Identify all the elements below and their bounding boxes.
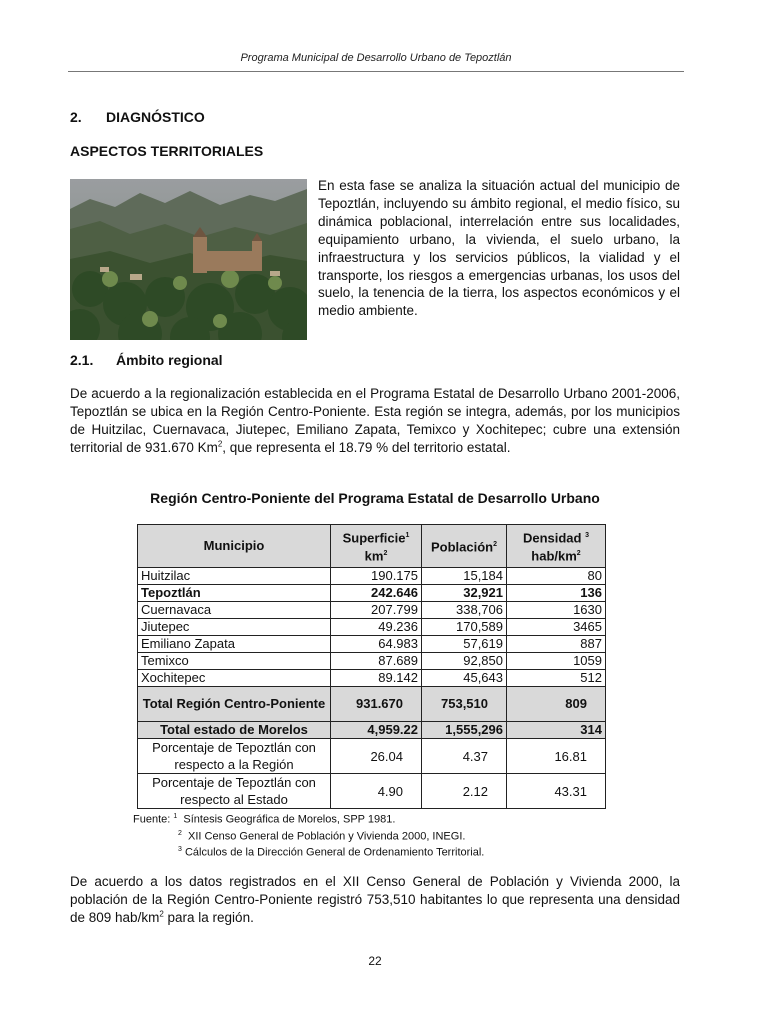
table-row [138,602,606,619]
pct-estado-densidad: 43.31 [507,774,606,809]
note-text: XII Censo General de Población y Vivienda 2000, INEGI. [188,830,466,843]
header-densidad: Densidad $^3$ hab/$km^2$ [507,525,606,568]
total-region-densidad: 809 [507,687,606,722]
section-heading [70,109,205,125]
cell-superficie: 49.236 [331,619,422,636]
cell-densidad: 1630 [507,602,606,619]
total-estado-densidad: 314 [507,722,606,739]
subsection-heading [70,352,223,368]
header-poblacion: Población$^2$ [422,525,507,568]
cell-poblacion: 32,921 [422,585,507,602]
total-region-poblacion: 753,510 [422,687,507,722]
cell-poblacion: 170,589 [422,619,507,636]
table-notes [133,810,484,860]
cell-superficie: 87.689 [331,653,422,670]
pct-region-densidad: 16.81 [507,739,606,774]
table-row [138,585,606,602]
census-paragraph-text-end: para la región. [163,910,254,925]
census-paragraph [70,873,680,927]
pct-region-superficie: 26.04 [331,739,422,774]
page-number: 22 [368,954,382,968]
cell-superficie: 89.142 [331,670,422,687]
pct-estado-poblacion: 2.12 [422,774,507,809]
cell-poblacion: 92,850 [422,653,507,670]
cell-poblacion: 57,619 [422,636,507,653]
cell-poblacion: 338,706 [422,602,507,619]
region-table [137,524,606,809]
cell-superficie: 207.799 [331,602,422,619]
regional-paragraph-text-end: , que representa el 18.79 % del territorio estatal. [222,440,511,455]
running-header: Programa Municipal de Desarrollo Urbano de Tepoztlán [240,52,512,64]
section-number: 2. [70,109,82,125]
cell-densidad: 3465 [507,619,606,636]
cell-densidad: 80 [507,568,606,585]
cell-municipio: Tepoztlán [138,585,331,602]
pct-region-label: Porcentaje de Tepoztlán con respecto a la Región [138,739,331,774]
total-region-row [138,687,606,722]
pct-estado-row [138,774,606,809]
cell-superficie: 190.175 [331,568,422,585]
regional-paragraph [70,385,680,457]
total-estado-superficie: 4,959.22 [331,722,422,739]
note-item: $^2$ XII Censo General de Población y Vivienda 2000, INEGI. [178,829,466,843]
cell-municipio: Cuernavaca [138,602,331,619]
cell-poblacion: 15,184 [422,568,507,585]
header-municipio: Municipio [138,525,331,568]
pct-region-row [138,739,606,774]
header-rule [68,71,684,72]
fuente-label: Fuente: [133,813,171,826]
cell-municipio: Temixco [138,653,331,670]
cell-densidad: 887 [507,636,606,653]
note-text: Síntesis Geográfica de Morelos, SPP 1981. [183,813,396,826]
cell-municipio: Emiliano Zapata [138,636,331,653]
subsection-heading-title: Ámbito regional [116,352,223,368]
tepoztlan-landscape-photo [70,179,307,340]
total-estado-row [138,722,606,739]
table-row [138,653,606,670]
total-region-label: Total Región Centro-Poniente [138,687,331,722]
cell-densidad: 512 [507,670,606,687]
table-header-row [138,525,606,568]
note-text: Cálculos de la Dirección General de Ordenamiento Territorial. [184,846,485,859]
table-row [138,670,606,687]
total-region-superficie: 931.670 [331,687,422,722]
total-estado-label: Total estado de Morelos [138,722,331,739]
header-superficie: Superficie$^1$ $km^2$ [331,525,422,568]
census-paragraph-text: De acuerdo a los datos registrados en el XII Censo General de Población y Vivienda 2000, la población de la Región Centro-Poniente registró 753,510 habitantes lo que representa una densidad de 809 hab/km [70,874,680,925]
regional-paragraph-sup: 2 [217,439,223,449]
note-item: $^3$ Cálculos de la Dirección General de Ordenamiento Territorial. [178,846,485,859]
note-item: Fuente: $^1$ Síntesis Geográfica de Morelos, SPP 1981. [133,813,396,826]
pct-estado-superficie: 4.90 [331,774,422,809]
pct-estado-label: Porcentaje de Tepoztlán con respecto al Estado [138,774,331,809]
cell-poblacion: 45,643 [422,670,507,687]
cell-municipio: Huitzilac [138,568,331,585]
census-paragraph-sup: 2 [159,909,164,919]
cell-municipio: Xochitepec [138,670,331,687]
table-title: Región Centro-Poniente del Programa Estatal de Desarrollo Urbano [150,490,600,506]
cell-densidad: 136 [507,585,606,602]
cell-densidad: 1059 [507,653,606,670]
section-title: DIAGNÓSTICO [106,109,205,125]
pct-region-poblacion: 4.37 [422,739,507,774]
table-row [138,568,606,585]
cell-municipio: Jiutepec [138,619,331,636]
subsection-number: 2.1. [70,352,94,368]
table-row [138,619,606,636]
regional-paragraph-text: De acuerdo a la regionalización establecida en el Programa Estatal de Desarrollo Urbano 2001-2006, Tepoztlán se ubica en la Región Centro-Poniente. Esta región se integra, además, por los municipios de Huitzilac, Cuernavaca, Jiutepec, Emiliano Zapata, Temixco y Xochitepec; cubre una extensión territorial de 931.670 Km [70,386,680,455]
subsection-title: ASPECTOS TERRITORIALES [70,143,264,159]
table-row [138,636,606,653]
total-estado-poblacion: 1,555,296 [422,722,507,739]
cell-superficie: 242.646 [331,585,422,602]
intro-paragraph: En esta fase se analiza la situación actual del municipio de Tepoztlán, incluyendo su ámbito regional, el medio físico, su dinámica poblacional, interrelación entre sus localidades, equipamiento urbano, la vivienda, el suelo urbano, la infraestructura y los servicios públicos, la vialidad y el transporte, los riesgos a emergencias urbanas, los usos del suelo, la tenencia de la tierra, los aspectos económicos y el medio ambiente. [318,178,680,319]
cell-superficie: 64.983 [331,636,422,653]
